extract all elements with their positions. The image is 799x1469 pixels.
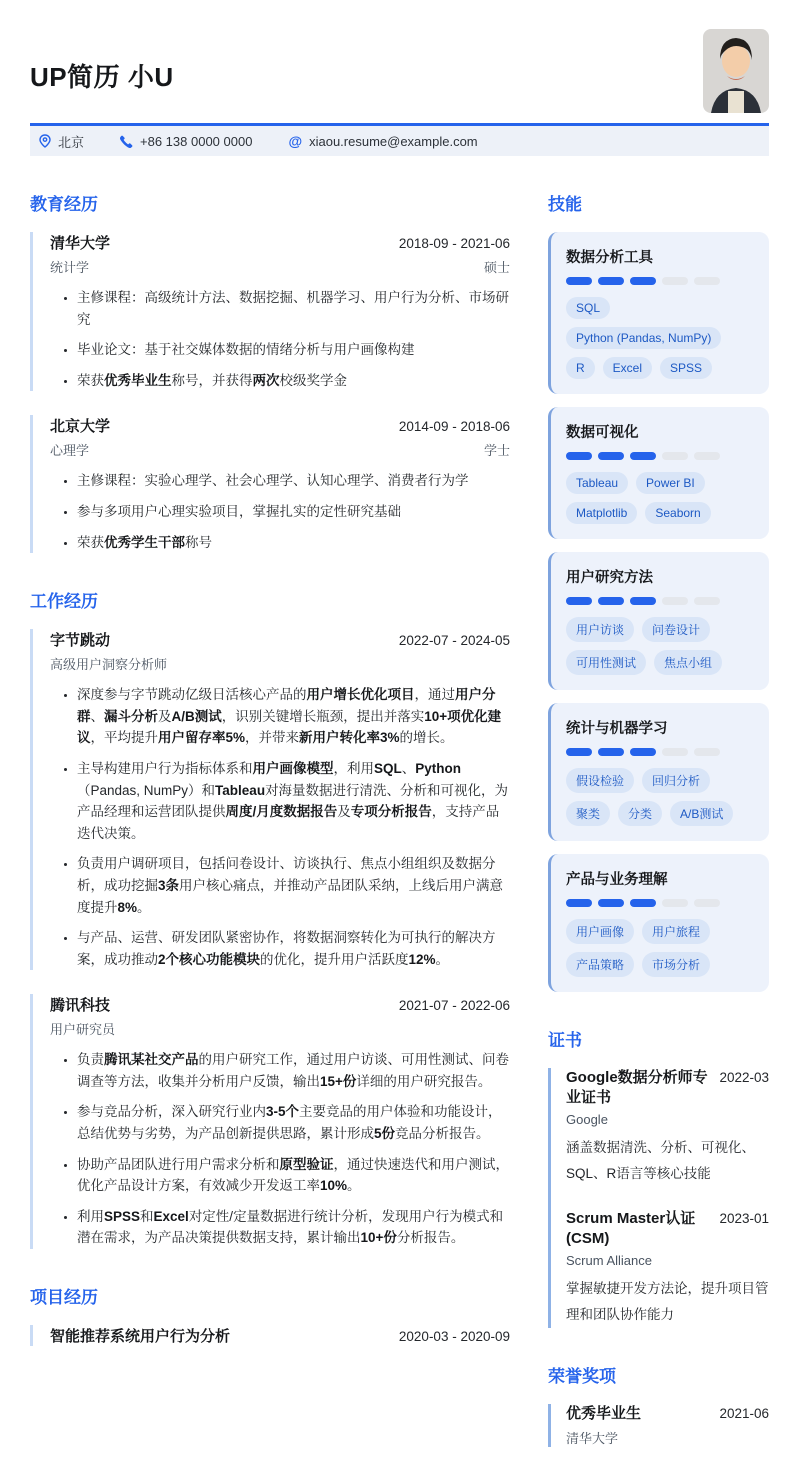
skill-tag: Excel xyxy=(603,357,652,379)
skill-segment-empty xyxy=(694,748,720,756)
contact-phone-text: +86 138 0000 0000 xyxy=(140,133,253,149)
skill-segment-filled xyxy=(630,748,656,756)
resume-section xyxy=(548,1362,769,1446)
skill-segment-empty xyxy=(694,899,720,907)
skill-tag: SQL xyxy=(566,297,610,319)
skill-segment-empty xyxy=(694,277,720,285)
honor-header xyxy=(566,1404,769,1424)
entry-header xyxy=(50,415,510,436)
skill-card xyxy=(548,232,769,394)
skill-segment-empty xyxy=(694,452,720,460)
entry-bullet: • 主导构建用户行为指标体系和用户画像模型，利用SQL、Python（Pandas, NumPy）和Tableau对海量数据进行清洗、分析和可视化，为产品经理和运营团队提供周度/月度数据报告及专项分析报告，支持产品迭代决策。 xyxy=(77,758,510,844)
skill-segment-empty xyxy=(662,748,688,756)
skill-segment-filled xyxy=(630,899,656,907)
entry-bullet-list xyxy=(50,684,510,970)
skill-level-bar xyxy=(566,748,754,756)
skill-tag: 回归分析 xyxy=(642,768,710,793)
skill-card xyxy=(548,407,769,539)
entry-bullet: • 主修课程：高级统计方法、数据挖掘、机器学习、用户行为分析、市场研究 xyxy=(77,287,510,330)
skill-group-name: 数据分析工具 xyxy=(566,250,653,266)
skill-segment-filled xyxy=(566,277,592,285)
skill-card xyxy=(548,854,769,992)
entry-bullet: • 利用SPSS和Excel对定性/定量数据进行统计分析，发现用户行为模式和潜在需求，为产品决策提供数据支持，累计输出10+份分析报告。 xyxy=(77,1206,510,1249)
entry-bullet: • 负责用户调研项目，包括问卷设计、访谈执行、焦点小组组织及数据分析，成功挖掘3条用户核心痛点，并推动产品团队采纳，上线后用户满意度提升8%。 xyxy=(77,853,510,918)
skill-tag: 分类 xyxy=(618,801,662,826)
contact-email xyxy=(288,133,477,149)
skill-tags xyxy=(566,472,754,524)
certificate-header xyxy=(566,1209,769,1250)
honor-item xyxy=(566,1404,769,1446)
experience-entry xyxy=(30,415,510,553)
entry-subtitle: 心理学 xyxy=(50,443,90,459)
section-items xyxy=(548,1068,769,1328)
skill-tag: Power BI xyxy=(636,472,705,494)
skill-tag: SPSS xyxy=(660,357,712,379)
skill-segment-filled xyxy=(566,597,592,605)
contact-bar xyxy=(30,123,769,156)
resume-section xyxy=(30,190,510,553)
contact-phone xyxy=(120,134,252,149)
entry-title: 字节跳动 xyxy=(50,632,111,650)
experience-entry xyxy=(30,629,510,970)
email-icon: @ xyxy=(288,133,303,149)
entry-bullet: • 与产品、运营、研发团队紧密协作，将数据洞察转化为可执行的解决方案，成功推动2个核心功能模块的优化，提升用户活跃度12%。 xyxy=(77,927,510,970)
skill-segment-filled xyxy=(598,597,624,605)
section-heading: 工作经历 xyxy=(30,592,98,612)
entry-header xyxy=(50,994,510,1015)
skill-segment-filled xyxy=(598,452,624,460)
skill-tag: 产品策略 xyxy=(566,952,634,977)
entry-header xyxy=(50,629,510,650)
skill-tag: 市场分析 xyxy=(642,952,710,977)
section-heading: 项目经历 xyxy=(30,1288,98,1308)
skill-segment-empty xyxy=(694,597,720,605)
entry-date: 2021-07 - 2022-06 xyxy=(398,998,510,1014)
certificate-description: 涵盖数据清洗、分析、可视化、SQL、R语言等核心技能 xyxy=(566,1139,755,1181)
section-items xyxy=(548,1404,769,1446)
contact-location-text: 北京 xyxy=(58,134,85,150)
section-items xyxy=(30,629,510,1249)
skill-segment-filled xyxy=(630,597,656,605)
entry-title: 腾讯科技 xyxy=(50,997,111,1015)
skill-tag: 用户访谈 xyxy=(566,617,634,642)
certificate-description: 掌握敏捷开发方法论，提升项目管理和团队协作能力 xyxy=(566,1280,769,1322)
entry-date: 2022-07 - 2024-05 xyxy=(398,633,510,649)
certificate-item xyxy=(566,1209,769,1328)
skill-segment-filled xyxy=(598,748,624,756)
certificate-name: Google数据分析师专业证书 xyxy=(566,1069,708,1107)
certificate-issuer: Google xyxy=(566,1111,608,1127)
certificate-name: Scrum Master认证 (CSM) xyxy=(566,1210,696,1248)
certificate-date: 2023-01 xyxy=(719,1211,769,1227)
entry-bullet: • 荣获优秀学生干部称号 xyxy=(77,532,510,554)
entry-subtitle: 统计学 xyxy=(50,260,90,275)
entry-header xyxy=(50,232,510,253)
contact-email-text: xiaou.resume@example.com xyxy=(309,133,478,149)
certificate-date: 2022-03 xyxy=(719,1070,769,1085)
skill-segment-empty xyxy=(662,277,688,285)
skill-level-bar xyxy=(566,597,754,605)
skill-tag: Python (Pandas, NumPy) xyxy=(566,327,721,349)
entry-bullet: • 主修课程：实验心理学、社会心理学、认知心理学、消费者行为学 xyxy=(77,470,510,492)
skill-level-bar xyxy=(566,899,754,907)
honor-org: 清华大学 xyxy=(566,1430,619,1446)
experience-entry xyxy=(30,1325,510,1346)
skill-group-name: 产品与业务理解 xyxy=(566,872,668,888)
skill-tag: 假设检验 xyxy=(566,768,634,793)
skill-card xyxy=(548,703,769,841)
section-items xyxy=(30,232,510,553)
skill-tags xyxy=(566,297,754,379)
certificate-issuer: Scrum Alliance xyxy=(566,1252,652,1268)
skill-tag: 用户画像 xyxy=(566,919,634,944)
skill-level-bar xyxy=(566,452,754,460)
skill-card xyxy=(548,552,769,690)
skill-segment-filled xyxy=(598,277,624,285)
skill-segment-empty xyxy=(662,597,688,605)
entry-subtitle: 用户研究员 xyxy=(50,1022,116,1038)
honor-date: 2021-06 xyxy=(719,1406,769,1422)
entry-bullet: • 协助产品团队进行用户需求分析和原型验证，通过快速迭代和用户测试，优化产品设计方案，有效减少开发返工率10%。 xyxy=(77,1154,510,1197)
entry-bullet: • 参与多项用户心理实验项目，掌握扎实的定性研究基础 xyxy=(77,501,510,523)
resume-section xyxy=(30,587,510,1249)
skill-tag: Seaborn xyxy=(645,502,710,524)
experience-entry xyxy=(30,232,510,391)
skill-tag: 可用性测试 xyxy=(566,650,646,675)
entry-bullet-list xyxy=(50,1049,510,1249)
certificate-item xyxy=(566,1068,769,1187)
skill-tag: R xyxy=(566,357,595,379)
location-icon xyxy=(39,134,51,148)
main-column xyxy=(30,156,510,1370)
skill-tags xyxy=(566,617,754,675)
entry-bullet-list xyxy=(50,287,510,391)
skill-segment-filled xyxy=(566,748,592,756)
honor-name: 优秀毕业生 xyxy=(566,1405,642,1423)
entry-degree: 硕士 xyxy=(483,260,510,275)
skill-tag: 用户旅程 xyxy=(642,919,710,944)
entry-bullet: • 荣获优秀毕业生称号，并获得两次校级奖学金 xyxy=(77,370,510,392)
entry-bullet: • 深度参与字节跳动亿级日活核心产品的用户增长优化项目，通过用户分群、漏斗分析及A/B测试，识别关键增长瓶颈，提出并落实10+项优化建议，平均提升用户留存率5%，并带来新用户转化率3%的增长。 xyxy=(77,684,510,749)
sidebar-column xyxy=(548,156,769,1469)
entry-degree: 学士 xyxy=(483,443,510,459)
avatar xyxy=(703,29,769,113)
section-items xyxy=(548,232,769,992)
skill-segment-empty xyxy=(662,899,688,907)
entry-bullet: • 负责腾讯某社交产品的用户研究工作，通过用户访谈、可用性测试、问卷调查等方法，收集并分析用户反馈，输出15+份详细的用户研究报告。 xyxy=(77,1049,510,1092)
resume-section xyxy=(30,1283,510,1346)
contact-location xyxy=(39,132,84,151)
experience-entry xyxy=(30,994,510,1249)
skill-tag: Matplotlib xyxy=(566,502,637,524)
entry-date: 2018-09 - 2021-06 xyxy=(398,236,510,251)
skill-tag: A/B测试 xyxy=(670,801,733,826)
entry-title: 北京大学 xyxy=(50,418,111,436)
skill-segment-filled xyxy=(630,452,656,460)
skill-segment-empty xyxy=(662,452,688,460)
section-heading: 荣誉奖项 xyxy=(548,1367,616,1387)
skill-level-bar xyxy=(566,277,754,285)
section-heading: 教育经历 xyxy=(30,195,98,214)
section-heading: 证书 xyxy=(548,1031,582,1050)
skill-group-name: 用户研究方法 xyxy=(566,570,653,586)
resume-section xyxy=(548,190,769,992)
skill-tag: 聚类 xyxy=(566,801,610,826)
entry-date: 2020-03 - 2020-09 xyxy=(398,1329,510,1345)
page-title: UP简历 小U xyxy=(30,62,174,92)
entry-subtitle-row xyxy=(50,440,510,459)
content-columns xyxy=(30,156,769,1469)
skill-tags xyxy=(566,768,754,826)
entry-header xyxy=(50,1325,510,1346)
section-items xyxy=(30,1325,510,1346)
skill-segment-filled xyxy=(566,452,592,460)
resume-section xyxy=(548,1026,769,1328)
certificate-header xyxy=(566,1068,769,1109)
entry-subtitle-row xyxy=(50,257,510,276)
skill-group-name: 统计与机器学习 xyxy=(566,721,668,737)
skill-segment-filled xyxy=(566,899,592,907)
resume-header xyxy=(30,0,769,113)
skill-group-name: 数据可视化 xyxy=(566,425,639,441)
skill-tag: 问卷设计 xyxy=(642,617,710,642)
skill-segment-filled xyxy=(598,899,624,907)
skill-tags xyxy=(566,919,754,977)
entry-subtitle-row xyxy=(50,1019,510,1038)
section-heading: 技能 xyxy=(548,195,582,214)
skill-segment-filled xyxy=(630,277,656,285)
entry-title: 智能推荐系统用户行为分析 xyxy=(50,1328,231,1346)
phone-icon xyxy=(120,135,133,148)
skill-tag: 焦点小组 xyxy=(654,650,722,675)
entry-title: 清华大学 xyxy=(50,235,111,252)
entry-bullet: • 毕业论文：基于社交媒体数据的情绪分析与用户画像构建 xyxy=(77,339,510,361)
entry-subtitle-row xyxy=(50,654,510,673)
entry-subtitle: 高级用户洞察分析师 xyxy=(50,657,168,673)
entry-date: 2014-09 - 2018-06 xyxy=(398,419,510,435)
entry-bullet: • 参与竞品分析，深入研究行业内3-5个主要竞品的用户体验和功能设计，总结优势与劣势，为产品创新提供思路，累计形成5份竞品分析报告。 xyxy=(77,1101,510,1144)
entry-bullet-list xyxy=(50,470,510,553)
skill-tag: Tableau xyxy=(566,472,628,494)
profile-photo xyxy=(703,29,769,113)
